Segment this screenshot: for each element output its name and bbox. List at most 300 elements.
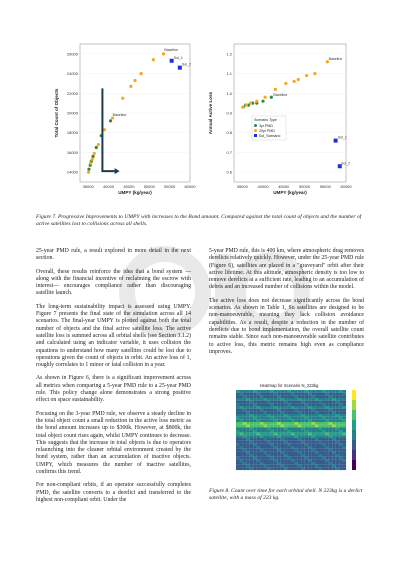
heatmap-cell: [319, 403, 322, 406]
heatmap-cell: [298, 441, 301, 444]
heatmap-cell: [243, 443, 246, 446]
heatmap-cell: [270, 467, 273, 470]
x-tick-label: 40000: [257, 184, 269, 189]
y-tick-label: 26000: [66, 51, 78, 57]
heatmap-cell: [298, 438, 301, 441]
heatmap-cell: [301, 457, 304, 460]
heatmap-cell: [312, 395, 315, 398]
heatmap-cell: [239, 401, 242, 404]
heatmap-cell: [322, 441, 325, 444]
heatmap-cell: [315, 403, 318, 406]
heatmap-cell: [270, 433, 273, 436]
heatmap-cell: [264, 390, 267, 393]
heatmap-cell: [301, 454, 304, 457]
heatmap-cell: [281, 409, 284, 412]
heatmap-cell: [298, 435, 301, 438]
heatmap-cell: [277, 409, 280, 412]
heatmap-cell: [260, 443, 263, 446]
heatmap-cell: [343, 414, 346, 417]
paragraph: The long-term sustainability impact is assessed using UMPY. Figure 7 presents the final state of the simulation across all 14 scenarios. The final-year UMPY is plotted against both the total number of objects and the final active satellite loss. The active satellite loss is summed across all orbital shells (see Section 3.1.2) and calculated using an indicator variable, it uses collision the equations to understand how many satellites could be lost due to operations given the count of objects in orbit. An active loss of 1, roughly correlates to 1 minor or fatal collision in a year.: [36, 303, 191, 369]
heatmap-cell: [336, 465, 339, 468]
heatmap-cell: [288, 446, 291, 449]
heatmap-cell: [319, 433, 322, 436]
heatmap-cell: [339, 459, 342, 462]
heatmap-cell: [267, 454, 270, 457]
heatmap-cell: [243, 459, 246, 462]
heatmap-cell: [281, 395, 284, 398]
heatmap-cell: [291, 451, 294, 454]
heatmap-cell: [301, 438, 304, 441]
heatmap-cell: [270, 398, 273, 401]
heatmap-cell: [312, 451, 315, 454]
heatmap-cell: [250, 441, 253, 444]
heatmap-cell: [284, 409, 287, 412]
heatmap-cell: [332, 406, 335, 409]
heatmap-cell: [329, 409, 332, 412]
heatmap-cell: [267, 438, 270, 441]
heatmap-cell: [332, 395, 335, 398]
heatmap-cell: [315, 417, 318, 420]
heatmap-cell: [288, 438, 291, 441]
heatmap-cell: [246, 411, 249, 414]
heatmap-cell: [243, 465, 246, 468]
heatmap-cell: [236, 393, 239, 396]
heatmap-cell: [336, 398, 339, 401]
heatmap-cell: [291, 411, 294, 414]
heatmap-cell: [315, 419, 318, 422]
heatmap-cell: [260, 403, 263, 406]
heatmap-cell: [312, 443, 315, 446]
heatmap-cell: [274, 398, 277, 401]
heatmap-cell: [305, 398, 308, 401]
heatmap-cell: [277, 435, 280, 438]
heatmap-cell: [260, 454, 263, 457]
heatmap-cell: [257, 417, 260, 420]
heatmap-cell: [325, 430, 328, 433]
heatmap-cell: [343, 395, 346, 398]
heatmap-cell: [291, 443, 294, 446]
point-label: Sol_2: [181, 62, 192, 67]
heatmap-cell: [257, 449, 260, 452]
heatmap-cell: [274, 430, 277, 433]
heatmap-cell: [332, 401, 335, 404]
heatmap-cell: [325, 467, 328, 470]
heatmap-cell: [264, 411, 267, 414]
colorbar-segment: [352, 460, 356, 470]
heatmap-cell: [339, 457, 342, 460]
heatmap-cell: [312, 411, 315, 414]
heatmap-cell: [315, 435, 318, 438]
heatmap-cell: [315, 401, 318, 404]
heatmap-cell: [308, 406, 311, 409]
y-tick-label: 0.8: [226, 130, 232, 136]
heatmap-cell: [325, 451, 328, 454]
heatmap-cell: [343, 446, 346, 449]
heatmap-cell: [264, 446, 267, 449]
heatmap-cell: [246, 395, 249, 398]
heatmap-cell: [343, 430, 346, 433]
heatmap-cell: [253, 462, 256, 465]
heatmap-cell: [332, 427, 335, 430]
heatmap-cell: [288, 422, 291, 425]
paragraph: Focusing on the 3-year PMD rule, we observe a steady decline in the total object count a small reduction in the active loss metric as the bond amount increases up to $300k. However, at $800k, the total object count rises again, whilst UMPY continues to decrease. This suggests that the increase in total objects is due to operators relaunching into the cleaner orbital environment created by the bond system, rather than an accumulation of inactive objects. UMPY, which measures the number of inactive satellites, confirms this trend.: [36, 410, 191, 476]
heatmap-cell: [284, 465, 287, 468]
heatmap-cell: [294, 417, 297, 420]
heatmap-cell: [250, 398, 253, 401]
heatmap-cell: [270, 449, 273, 452]
heatmap-cell: [277, 449, 280, 452]
heatmap-cell: [298, 433, 301, 436]
data-point: [245, 104, 248, 107]
heatmap-cell: [343, 401, 346, 404]
heatmap-cell: [246, 419, 249, 422]
heatmap-cell: [319, 446, 322, 449]
heatmap-cell: [291, 403, 294, 406]
heatmap-cell: [339, 430, 342, 433]
point-label: Sol_2: [341, 161, 351, 166]
data-point: [97, 143, 100, 146]
heatmap-cell: [329, 414, 332, 417]
heatmap-cell: [288, 411, 291, 414]
heatmap-cell: [277, 465, 280, 468]
heatmap-cell: [239, 459, 242, 462]
heatmap-cell: [277, 433, 280, 436]
heatmap-cell: [239, 419, 242, 422]
heatmap-cell: [329, 430, 332, 433]
data-point: [305, 74, 308, 77]
heatmap-cell: [322, 398, 325, 401]
heatmap-cell: [277, 393, 280, 396]
heatmap-cell: [281, 419, 284, 422]
heatmap-cell: [329, 451, 332, 454]
y-tick-label: 0.6: [226, 169, 232, 175]
heatmap-cell: [308, 457, 311, 460]
figure-8-heatmap: [214, 382, 364, 482]
heatmap-cell: [322, 411, 325, 414]
heatmap-cell: [288, 417, 291, 420]
y-tick-label: 0.7: [226, 149, 232, 155]
heatmap-cell: [243, 430, 246, 433]
heatmap-cell: [284, 449, 287, 452]
heatmap-cell: [308, 393, 311, 396]
heatmap-cell: [281, 414, 284, 417]
colorbar-segment: [352, 440, 356, 450]
heatmap-cell: [329, 443, 332, 446]
heatmap-cell: [332, 403, 335, 406]
heatmap-cell: [322, 393, 325, 396]
heatmap-cell: [343, 425, 346, 428]
heatmap-cell: [332, 417, 335, 420]
heatmap-cell: [294, 446, 297, 449]
heatmap-cell: [270, 425, 273, 428]
legend-marker: [254, 134, 257, 137]
heatmap-cell: [288, 459, 291, 462]
heatmap-cell: [315, 430, 318, 433]
heatmap-cell: [294, 430, 297, 433]
heatmap-cell: [339, 422, 342, 425]
heatmap-cell: [315, 465, 318, 468]
heatmap-cell: [319, 457, 322, 460]
heatmap-cell: [322, 395, 325, 398]
heatmap-cell: [305, 457, 308, 460]
heatmap-cell: [257, 457, 260, 460]
heatmap-cell: [264, 430, 267, 433]
heatmap-cell: [250, 419, 253, 422]
heatmap-cell: [339, 441, 342, 444]
heatmap-cell: [284, 403, 287, 406]
heatmap-cell: [319, 401, 322, 404]
heatmap-cell: [329, 467, 332, 470]
heatmap-cell: [305, 422, 308, 425]
heatmap-cell: [336, 446, 339, 449]
heatmap-cell: [329, 449, 332, 452]
heatmap-cell: [277, 398, 280, 401]
heatmap-cell: [315, 406, 318, 409]
heatmap-cell: [264, 417, 267, 420]
heatmap-cell: [277, 395, 280, 398]
heatmap-cell: [298, 393, 301, 396]
heatmap-cell: [246, 433, 249, 436]
heatmap-cell: [246, 459, 249, 462]
heatmap-cell: [284, 457, 287, 460]
heatmap-cell: [253, 467, 256, 470]
heatmap-cell: [308, 419, 311, 422]
heatmap-cell: [264, 401, 267, 404]
heatmap-cell: [343, 435, 346, 438]
heatmap-cell: [243, 395, 246, 398]
heatmap-cell: [250, 406, 253, 409]
heatmap-cell: [246, 401, 249, 404]
heatmap-cell: [312, 465, 315, 468]
heatmap-cell: [329, 398, 332, 401]
heatmap-cell: [312, 409, 315, 412]
heatmap-cell: [267, 459, 270, 462]
heatmap-cell: [322, 454, 325, 457]
heatmap-cell: [288, 449, 291, 452]
heatmap-cell: [250, 435, 253, 438]
heatmap-cell: [250, 395, 253, 398]
heatmap-cell: [270, 441, 273, 444]
heatmap-cell: [329, 395, 332, 398]
heatmap-cell: [308, 441, 311, 444]
heatmap-cell: [246, 435, 249, 438]
heatmap-cell: [291, 390, 294, 393]
heatmap-cell: [325, 422, 328, 425]
heatmap-cell: [288, 390, 291, 393]
heatmap-cell: [250, 438, 253, 441]
heatmap-cell: [336, 395, 339, 398]
heatmap-cell: [281, 465, 284, 468]
heatmap-cell: [339, 390, 342, 393]
heatmap-cell: [294, 433, 297, 436]
heatmap-cell: [315, 454, 318, 457]
heatmap-cell: [274, 449, 277, 452]
heatmap-cell: [257, 430, 260, 433]
heatmap-cell: [336, 441, 339, 444]
heatmap-cell: [308, 462, 311, 465]
heatmap-cell: [332, 459, 335, 462]
heatmap-cell: [305, 430, 308, 433]
heatmap-cell: [236, 422, 239, 425]
figure-8-caption: Figure 8. Count over time for each orbital shell. N 223kg is a derlict satellite, with a mass of 223 kg.: [209, 488, 363, 502]
heatmap-cell: [301, 441, 304, 444]
heatmap-cell: [250, 417, 253, 420]
data-point: [255, 100, 258, 103]
heatmap-cell: [336, 435, 339, 438]
heatmap-cell: [246, 422, 249, 425]
heatmap-cell: [308, 451, 311, 454]
heatmap-cell: [288, 401, 291, 404]
heatmap-cell: [277, 454, 280, 457]
heatmap-cell: [305, 459, 308, 462]
heatmap-cell: [339, 419, 342, 422]
heatmap-cell: [288, 419, 291, 422]
heatmap-cell: [339, 395, 342, 398]
heatmap-cell: [281, 438, 284, 441]
heatmap-cell: [243, 427, 246, 430]
heatmap-cell: [281, 427, 284, 430]
heatmap-cell: [246, 454, 249, 457]
heatmap-cell: [301, 467, 304, 470]
heatmap-cell: [332, 451, 335, 454]
legend-title: Scenario Type: [254, 118, 277, 122]
heatmap-cell: [281, 403, 284, 406]
heatmap-cell: [236, 459, 239, 462]
heatmap-cell: [246, 430, 249, 433]
heatmap-cell: [264, 465, 267, 468]
y-tick-label: 1.2: [226, 51, 232, 57]
heatmap-cell: [336, 438, 339, 441]
heatmap-cell: [274, 390, 277, 393]
heatmap-cell: [277, 414, 280, 417]
heatmap-cell: [288, 462, 291, 465]
heatmap-cell: [332, 454, 335, 457]
heatmap-cell: [284, 435, 287, 438]
heatmap-cell: [339, 462, 342, 465]
heatmap-cell: [319, 390, 322, 393]
heatmap-cell: [274, 457, 277, 460]
heatmap-cell: [298, 449, 301, 452]
x-tick-label: 55000: [319, 184, 331, 189]
heatmap-cell: [284, 427, 287, 430]
heatmap-cell: [236, 435, 239, 438]
heatmap-cell: [264, 427, 267, 430]
heatmap-cell: [332, 433, 335, 436]
heatmap-cell: [301, 462, 304, 465]
heatmap-cell: [257, 398, 260, 401]
heatmap-cell: [329, 457, 332, 460]
heatmap-cell: [325, 433, 328, 436]
heatmap-cell: [298, 411, 301, 414]
data-point: [89, 162, 92, 165]
heatmap-cell: [274, 435, 277, 438]
heatmap-cell: [339, 411, 342, 414]
heatmap-cell: [308, 411, 311, 414]
heatmap-cell: [319, 438, 322, 441]
heatmap-cell: [236, 446, 239, 449]
heatmap-cell: [260, 430, 263, 433]
heatmap-cell: [239, 390, 242, 393]
heatmap-cell: [277, 467, 280, 470]
heatmap-cell: [322, 467, 325, 470]
heatmap-cell: [257, 419, 260, 422]
x-tick-label: 50000: [298, 184, 311, 189]
heatmap-cell: [315, 451, 318, 454]
heatmap-cell: [257, 411, 260, 414]
heatmap-cell: [250, 446, 253, 449]
heatmap-cell: [257, 467, 260, 470]
heatmap-cell: [308, 454, 311, 457]
heatmap-cell: [343, 417, 346, 420]
heatmap-cell: [332, 467, 335, 470]
heatmap-cell: [236, 467, 239, 470]
x-axis-label: UMPY (kg/year): [273, 190, 307, 195]
heatmap-cell: [284, 422, 287, 425]
heatmap-cell: [343, 433, 346, 436]
heatmap-cell: [336, 414, 339, 417]
heatmap-cell: [308, 422, 311, 425]
heatmap-cell: [291, 427, 294, 430]
heatmap-cell: [291, 446, 294, 449]
heatmap-cell: [288, 403, 291, 406]
data-point: [87, 171, 90, 174]
heatmap-cell: [325, 438, 328, 441]
data-point: [93, 152, 96, 155]
heatmap-cell: [250, 411, 253, 414]
heatmap-cell: [270, 411, 273, 414]
heatmap-cell: [312, 430, 315, 433]
heatmap-cell: [260, 449, 263, 452]
heatmap-cell: [246, 427, 249, 430]
heatmap-cell: [257, 462, 260, 465]
heatmap-cell: [291, 433, 294, 436]
heatmap-cell: [236, 414, 239, 417]
heatmap-cell: [298, 390, 301, 393]
heatmap-cell: [329, 433, 332, 436]
heatmap-cell: [270, 393, 273, 396]
heatmap-cell: [312, 467, 315, 470]
legend-label: 3yr PMD: [259, 124, 273, 128]
heatmap-cell: [312, 419, 315, 422]
heatmap-cell: [301, 401, 304, 404]
heatmap-cell: [298, 422, 301, 425]
heatmap-cell: [288, 467, 291, 470]
heatmap-cell: [298, 401, 301, 404]
heatmap-cell: [239, 465, 242, 468]
heatmap-cell: [260, 417, 263, 420]
legend-label: 25yr PMD: [259, 129, 275, 133]
y-tick-label: 0.9: [226, 110, 232, 116]
heatmap-cell: [277, 462, 280, 465]
heatmap-cell: [308, 427, 311, 430]
heatmap-cell: [267, 427, 270, 430]
heatmap-cell: [267, 401, 270, 404]
heatmap-cell: [253, 419, 256, 422]
data-point: [313, 72, 316, 75]
heatmap-cell: [294, 414, 297, 417]
heatmap-cell: [257, 401, 260, 404]
heatmap-cell: [315, 457, 318, 460]
heatmap-cell: [301, 446, 304, 449]
heatmap-cell: [308, 417, 311, 420]
heatmap-cell: [319, 443, 322, 446]
heatmap-cell: [294, 462, 297, 465]
heatmap-cell: [284, 406, 287, 409]
heatmap-cell: [322, 465, 325, 468]
heatmap-cell: [246, 449, 249, 452]
heatmap-cell: [325, 411, 328, 414]
heatmap-cell: [325, 403, 328, 406]
